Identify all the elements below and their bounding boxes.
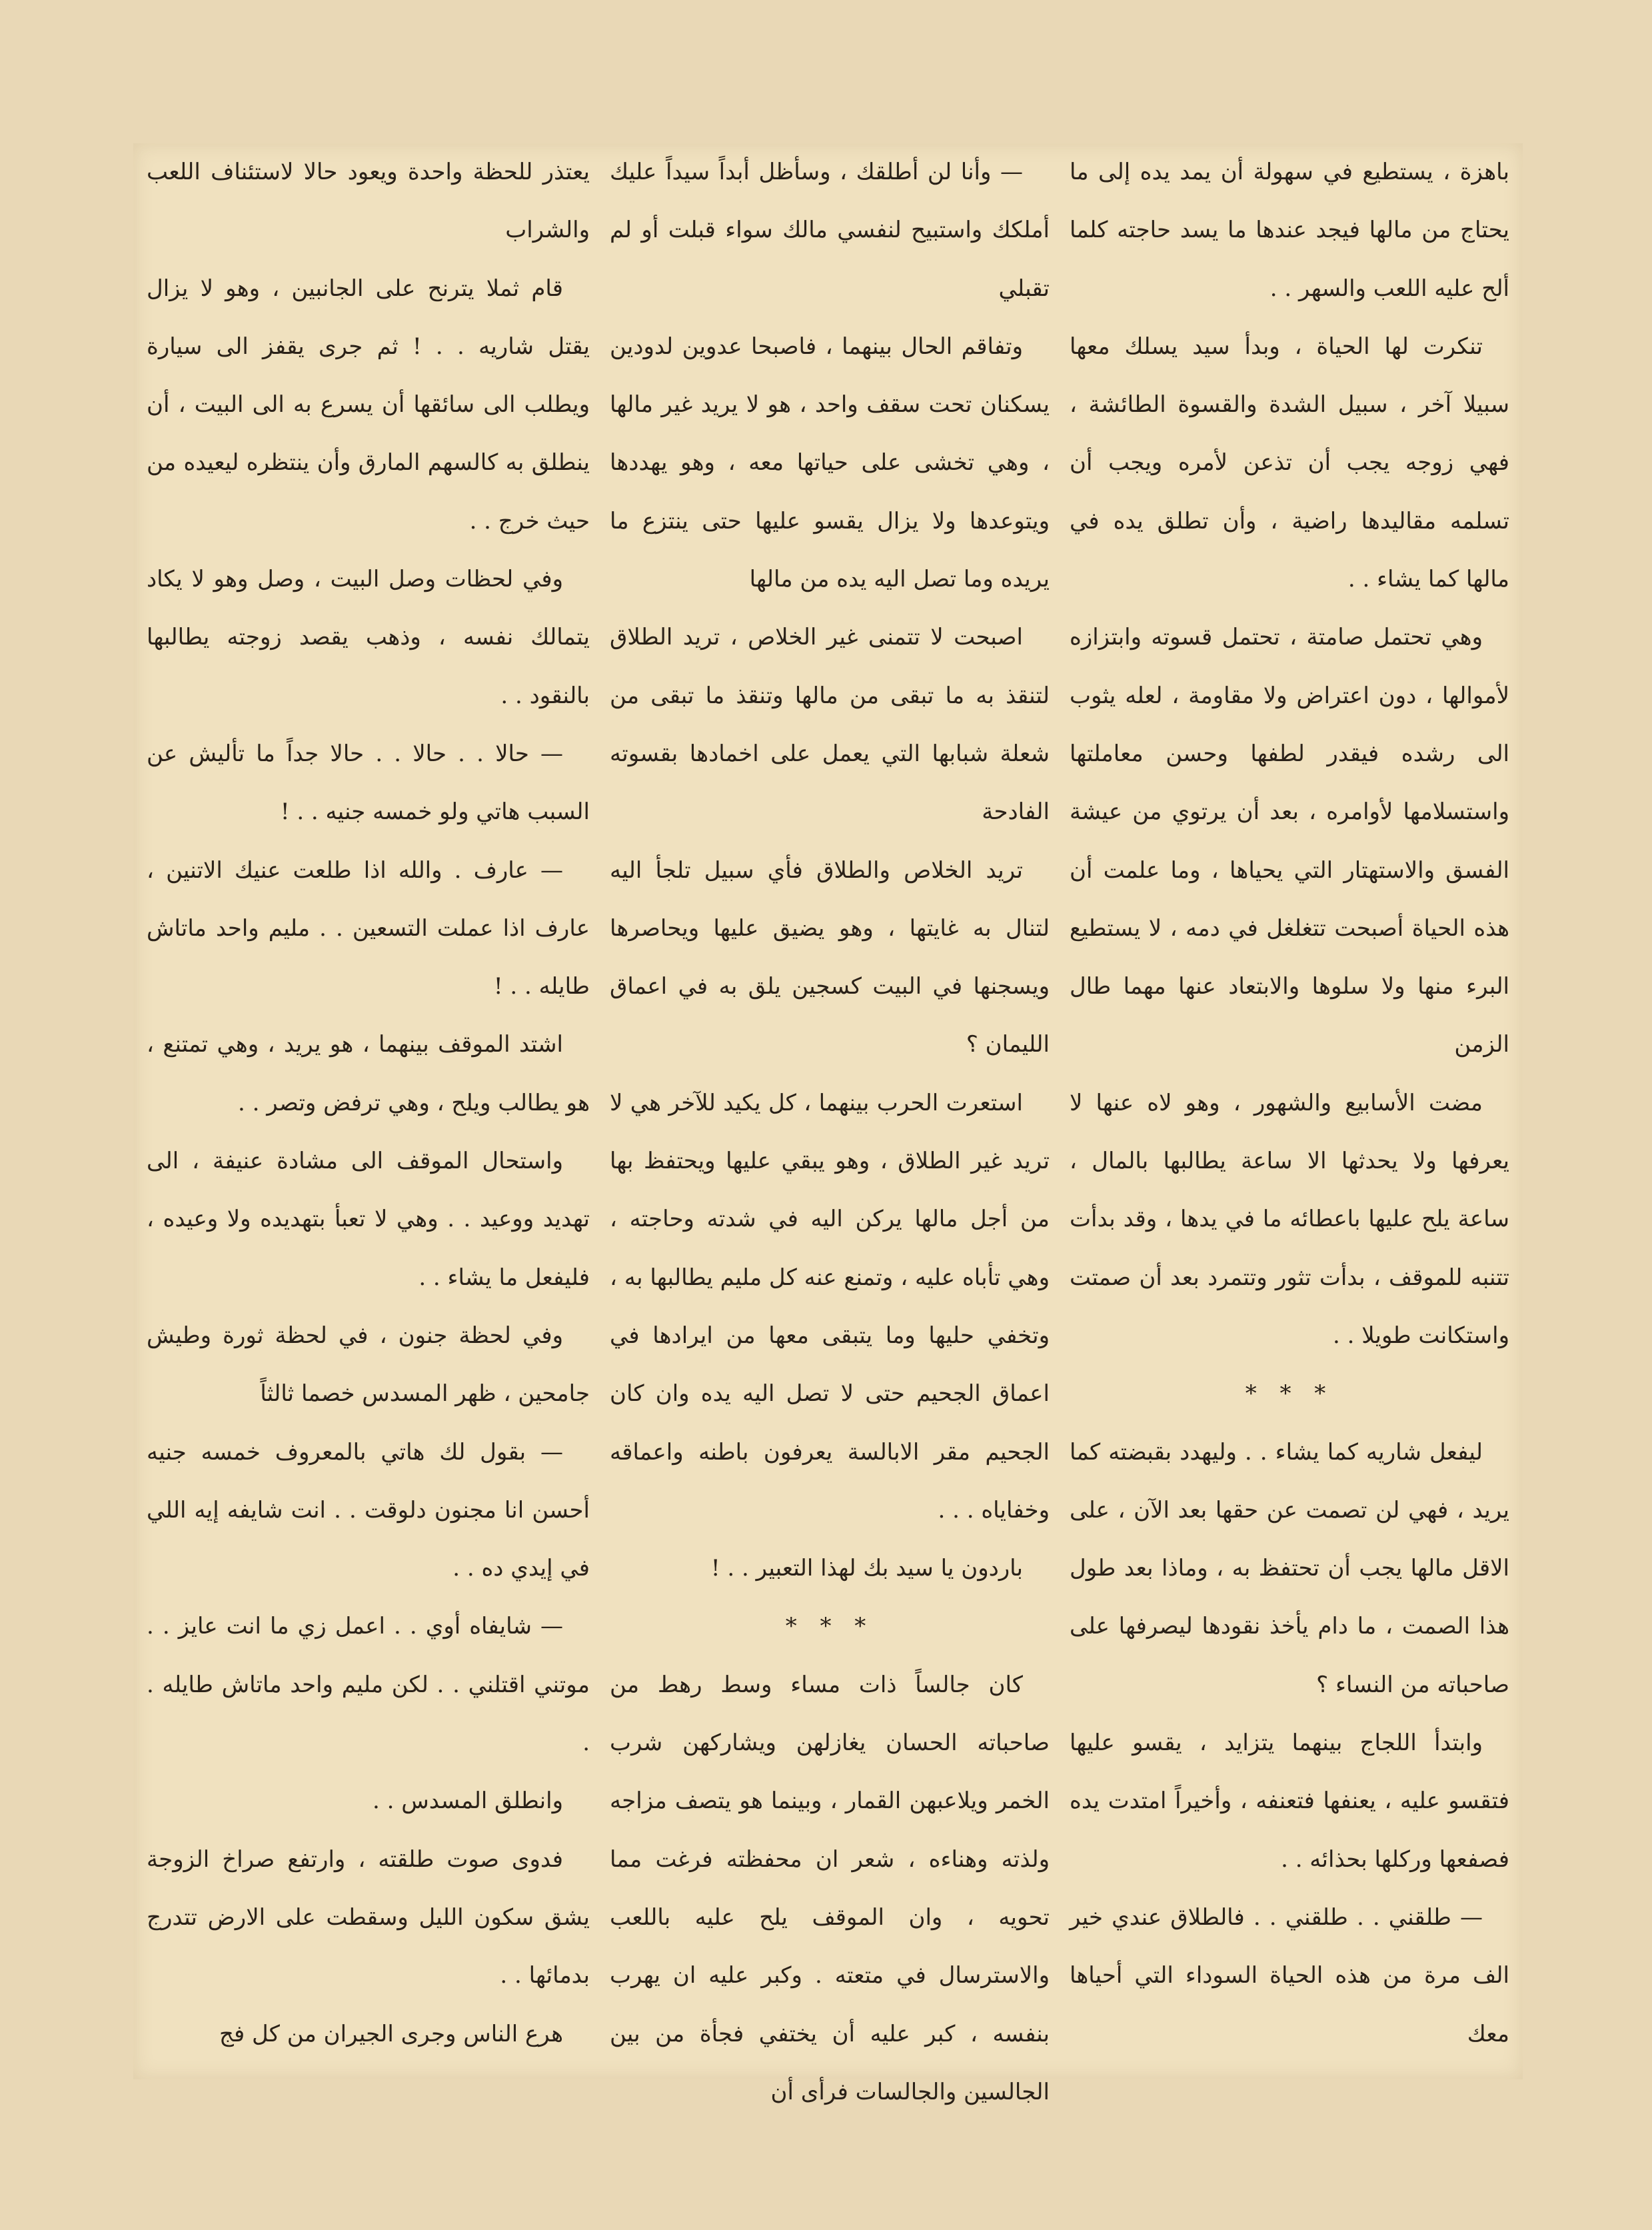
text-column-right — [1070, 143, 1509, 2079]
paragraph: كان جالساً ذات مساء وسط رهط من صاحباته الحسان يغازلهن ويشاركهن شرب الخمر ويلاعبهن القمار ، وبينما هو يتصف مزاجه ولذته وهناءه ، شعر ان محفظته فرغت مما تحويه ، وان الموقف يلح عليه باللعب والاسترسال في متعته . وكبر عليه ان يهرب بنفسه ، كبر عليه أن يختفي فجأة من بين الجالسين والجالسات فرأى أن — [610, 1671, 1050, 2105]
section-separator: * * * — [785, 1613, 874, 1640]
paragraph: — طلقني . . طلقني . . فالطلاق عندي خير الف مرة من هذه الحياة السوداء التي أحياها معك — [1070, 1903, 1509, 2047]
paragraph: استعرت الحرب بينهما ، كل يكيد للآخر هي لا تريد غير الطلاق ، وهو يبقي عليها ويحتفظ بها من أجل مالها يركن اليه في شدته وحاجته ، وهي تأباه عليه ، وتمنع عنه كل مليم يطالبها به ، وتخفي حليها وما يتبقى معها من ايرادها في اعماق الجحيم حتى لا تصل اليه يده وان كان الجحيم مقر الابالسة يعرفون باطنه واعماقه وخفاياه . . . — [610, 1089, 1050, 1524]
paragraph: — وأنا لن أطلقك ، وسأظل أبداً سيداً عليك أملكك واستبيح لنفسي مالك سواء قبلت أو لم تقبلي — [610, 159, 1050, 302]
newspaper-page — [133, 143, 1523, 2105]
text-column-left — [147, 143, 590, 2079]
paragraph: اشتد الموقف بينهما ، هو يريد ، وهي تمتنع ، هو يطالب ويلح ، وهي ترفض وتصر . . — [147, 1031, 590, 1116]
paragraph: وفي لحظة جنون ، في لحظة ثورة وطيش جامحين ، ظهر المسدس خصما ثالثاً — [147, 1322, 590, 1408]
paragraph: اصبحت لا تتمنى غير الخلاص ، تريد الطلاق لتنقذ به ما تبقى من مالها وتنقذ ما تبقى من شعلة شبابها التي يعمل على اخمادها بقسوته الفادحة — [610, 624, 1050, 826]
paragraph: قام ثملا يترنح على الجانبين ، وهو لا يزال يقتل شاريه . . ! ثم جرى يقفز الى سيارة ويطلب الى سائقها أن يسرع به الى البيت ، أن ينطلق به كالسهم المارق وأن ينتظره ليعيده من حيث خرج . . — [147, 275, 590, 535]
paragraph: — شايفاه أوي . . اعمل زي ما انت عايز . . موتني اقتلني . . لكن مليم واحد ماتاش طايله . . — [147, 1613, 590, 1757]
paragraph: وابتدأ اللجاج بينهما يتزايد ، يقسو عليها فتقسو عليه ، يعنفها فتعنفه ، وأخيراً امتدت يده فصفعها وركلها بحذائه . . — [1070, 1729, 1509, 1873]
paragraph: مضت الأسابيع والشهور ، وهو لاه عنها لا يعرفها ولا يحدثها الا ساعة يطالبها بالمال ، ساعة يلح عليها باعطائه ما في يدها ، وقد بدأت تتنبه للموقف ، بدأت تثور وتتمرد بعد أن صمتت واستكانت طويلا . . — [1070, 1089, 1509, 1349]
paragraph: يعتذر للحظة واحدة ويعود حالا لاستئناف اللعب والشراب — [147, 159, 590, 244]
paragraph: — بقول لك هاتي بالمعروف خمسه جنيه أحسن انا مجنون دلوقت . . انت شايفه إيه اللي في إيدي ده . . — [147, 1438, 590, 1582]
paragraph: وفي لحظات وصل البيت ، وصل وهو لا يكاد يتمالك نفسه ، وذهب يقصد زوجته يطالبها بالنقود . . — [147, 566, 590, 709]
paragraph: — حالا . . حالا . . حالا جداً ما تأليش عن السبب هاتي ولو خمسه جنيه . . ! — [147, 740, 590, 826]
paragraph: تريد الخلاص والطلاق فأي سبيل تلجأ اليه لتنال به غايتها ، وهو يضيق عليها ويحاصرها ويسجنها في البيت كسجين يلق به في اعماق الليمان ؟ — [610, 856, 1050, 1058]
paragraph: تنكرت لها الحياة ، وبدأ سيد يسلك معها سبيلا آخر ، سبيل الشدة والقسوة الطائشة ، فهي زوجه يجب أن تذعن لأمره ويجب أن تسلمه مقاليدها راضية ، وأن تطلق يده في مالها كما يشاء . . — [1070, 333, 1509, 593]
paragraph: باردون يا سيد بك لهذا التعبير . . ! — [710, 1555, 1023, 1582]
paragraph: هرع الناس وجرى الجيران من كل فج — [219, 2020, 563, 2047]
text-column-middle — [610, 143, 1050, 2105]
section-separator: * * * — [1245, 1380, 1334, 1408]
paragraph: وانطلق المسدس . . — [372, 1787, 563, 1815]
paragraph: ليفعل شاريه كما يشاء . . وليهدد بقبضته كما يريد ، فهي لن تصمت عن حقها بعد الآن ، على الاقل مالها يجب أن تحتفظ به ، وماذا بعد طول هذا الصمت ، ما دام يأخذ نقودها ليصرفها على صاحباته من النساء ؟ — [1070, 1438, 1509, 1698]
paragraph: فدوى صوت طلقته ، وارتفع صراخ الزوجة يشق سكون الليل وسقطت على الارض تتدرج بدمائها . . — [147, 1845, 590, 1989]
paragraph: واستحال الموقف الى مشادة عنيفة ، الى تهديد ووعيد . . وهي لا تعبأ بتهديده ولا وعيده ، فليفعل ما يشاء . . — [147, 1148, 590, 1291]
paragraph: — عارف . والله اذا طلعت عنيك الاتنين ، عارف اذا عملت التسعين . . مليم واحد ماتاش طايله . . ! — [147, 856, 590, 1000]
paragraph: وتفاقم الحال بينهما ، فاصبحا عدوين لدودين يسكنان تحت سقف واحد ، هو لا يريد غير مالها ، وهي تخشى على حياتها معه ، وهو يهددها ويتوعدها ولا يزال يقسو عليها حتى ينتزع ما يريده وما تصل اليه يده من مالها — [610, 333, 1050, 593]
paragraph: باهزة ، يستطيع في سهولة أن يمد يده إلى ما يحتاج من مالها فيجد عندها ما يسد حاجته كلما ألح عليه اللعب والسهر . . — [1070, 159, 1509, 302]
paragraph: وهي تحتمل صامتة ، تحتمل قسوته وابتزازه لأموالها ، دون اعتراض ولا مقاومة ، لعله يثوب الى رشده فيقدر لطفها وحسن معاملتها واستسلامها لأوامره ، بعد أن يرتوي من عيشة الفسق والاستهتار التي يحياها ، وما علمت أن هذه الحياة أصبحت تتغلغل في دمه ، لا يستطيع البرء منها ولا سلوها والابتعاد عنها مهما طال الزمن — [1070, 624, 1509, 1058]
